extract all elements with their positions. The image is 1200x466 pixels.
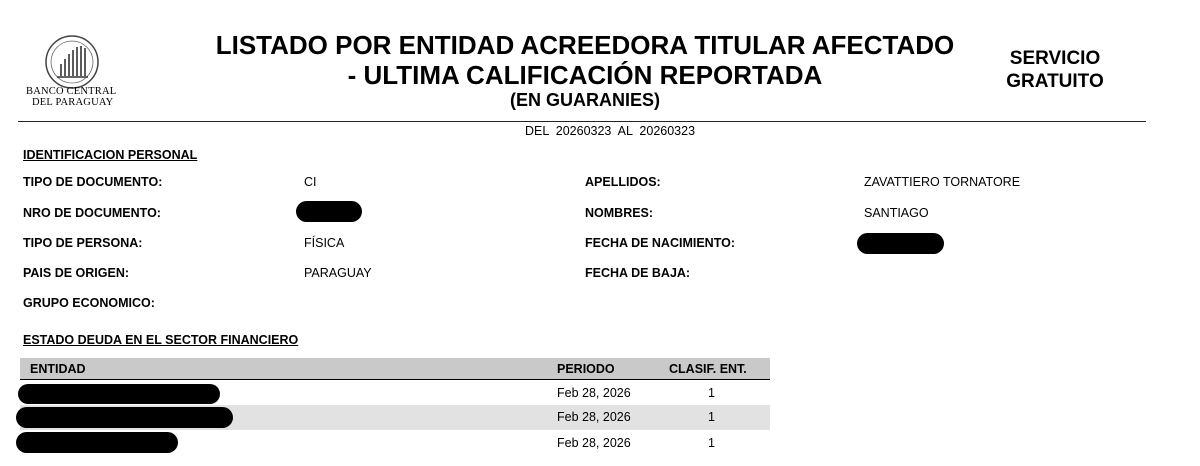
label-tipo-documento: TIPO DE DOCUMENTO: (23, 175, 163, 189)
label-nro-documento: NRO DE DOCUMENTO: (23, 206, 161, 220)
cell-clasif: 1 (708, 386, 715, 400)
bcp-logo-icon (44, 34, 100, 90)
column-header-entidad: ENTIDAD (30, 362, 86, 376)
value-apellidos: ZAVATTIERO TORNATORE (864, 175, 1021, 189)
label-grupo-economico: GRUPO ECONOMICO: (23, 296, 155, 310)
redacted-nro-documento (296, 201, 362, 222)
debt-table-header (20, 358, 770, 380)
redacted-fecha-nacimiento (857, 233, 944, 254)
header-divider (18, 121, 1146, 122)
value-tipo-documento: CI (304, 175, 317, 189)
logo-text-line2: DEL PARAGUAY (32, 97, 114, 108)
section-title-identificacion: IDENTIFICACION PERSONAL (23, 148, 198, 162)
service-label-line2: GRATUITO (1006, 71, 1104, 92)
logo-text-line1: BANCO CENTRAL (26, 86, 117, 97)
service-label-line1: SERVICIO (1009, 48, 1101, 69)
label-fecha-baja: FECHA DE BAJA: (585, 266, 691, 280)
report-title-currency: (EN GUARANIES) (509, 90, 660, 110)
redacted-entidad (18, 384, 220, 404)
cell-periodo: Feb 28, 2026 (557, 436, 631, 450)
cell-periodo: Feb 28, 2026 (557, 386, 631, 400)
value-tipo-persona: FÍSICA (304, 236, 345, 250)
cell-clasif: 1 (708, 410, 715, 424)
redacted-entidad (16, 407, 233, 428)
redacted-entidad (16, 432, 178, 453)
column-header-periodo: PERIODO (557, 362, 615, 376)
report-title-line1: LISTADO POR ENTIDAD ACREEDORA TITULAR AFECTADO (215, 30, 955, 60)
value-pais-origen: PARAGUAY (304, 266, 372, 280)
label-apellidos: APELLIDOS: (585, 175, 661, 189)
report-title-line2: - ULTIMA CALIFICACIÓN REPORTADA (347, 60, 823, 90)
cell-clasif: 1 (708, 436, 715, 450)
label-fecha-nacimiento: FECHA DE NACIMIENTO: (585, 236, 735, 250)
column-header-clasif: CLASIF. ENT. (669, 362, 747, 376)
report-period: DEL 20260323 AL 20260323 (524, 124, 696, 138)
section-title-deuda: ESTADO DEUDA EN EL SECTOR FINANCIERO (23, 333, 299, 347)
label-nombres: NOMBRES: (585, 206, 654, 220)
label-tipo-persona: TIPO DE PERSONA: (23, 236, 143, 250)
value-nombres: SANTIAGO (864, 206, 929, 220)
cell-periodo: Feb 28, 2026 (557, 410, 631, 424)
label-pais-origen: PAIS DE ORIGEN: (23, 266, 130, 280)
